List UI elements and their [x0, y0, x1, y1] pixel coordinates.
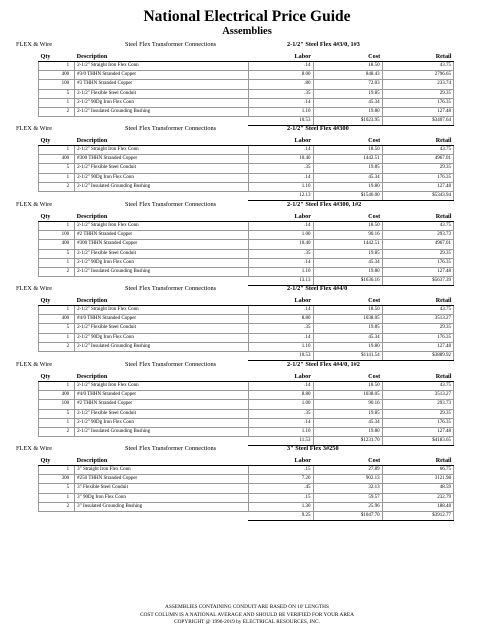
retail-cell: 4967.01 — [382, 240, 453, 249]
column-header-cost: Cost — [313, 371, 382, 382]
total-cost: $1141.54 — [313, 351, 382, 360]
table-row — [39, 409, 454, 418]
labor-cell: .35 — [248, 164, 313, 173]
table-header-row — [39, 135, 454, 146]
total-cost: $1023.95 — [313, 117, 382, 126]
qty-cell: 1 — [39, 146, 75, 155]
qty-cell: 2 — [39, 182, 75, 191]
column-header-retail: Retail — [382, 455, 453, 466]
retail-cell: 29.35 — [382, 164, 453, 173]
cost-cell: 19.85 — [313, 89, 382, 98]
table-row — [39, 249, 454, 258]
description-cell: #2 THHN Stranded Copper — [75, 400, 248, 409]
total-cost: $1231.70 — [313, 437, 382, 446]
cost-cell: 27.89 — [313, 466, 382, 475]
qty-cell: 5 — [39, 164, 75, 173]
description-cell: 2-1/2" 90Dg Iron Flex Conn — [75, 258, 248, 267]
retail-cell: 176.35 — [382, 258, 453, 267]
qty-cell: 5 — [39, 409, 75, 418]
labor-cell: .35 — [248, 89, 313, 98]
table-row — [39, 502, 454, 511]
assembly-table — [38, 211, 454, 286]
qty-cell: 5 — [39, 89, 75, 98]
column-header-labor: Labor — [248, 211, 313, 222]
description-cell: 2-1/2" Straight Iron Flex Conn — [75, 146, 248, 155]
retail-cell: 127.48 — [382, 182, 453, 191]
qty-cell: 2 — [39, 502, 75, 511]
labor-cell: 1.10 — [248, 267, 313, 276]
section-assembly-name: 2-1/2" Steel Flex 4#300 — [287, 125, 349, 132]
description-cell: 3" Insulated Grounding Bushing — [75, 502, 248, 511]
column-header-labor: Labor — [248, 455, 313, 466]
qty-cell: 400 — [39, 315, 75, 324]
description-cell: 2-1/2" Insulated Grounding Bushing — [75, 342, 248, 351]
description-cell: 2-1/2" Insulated Grounding Bushing — [75, 107, 248, 116]
retail-cell: 176.35 — [382, 173, 453, 182]
total-labor: 12.13 — [248, 191, 313, 200]
cost-cell: 18.50 — [313, 146, 382, 155]
section-subcategory: Steel Flex Transformer Connections — [125, 445, 217, 452]
retail-cell: 3121.98 — [382, 475, 453, 484]
column-header-retail: Retail — [382, 211, 453, 222]
labor-cell: .14 — [248, 418, 313, 427]
cost-cell: 72.03 — [313, 80, 382, 89]
table-row — [39, 240, 454, 249]
labor-cell: 10.40 — [248, 240, 313, 249]
qty-cell: 1 — [39, 98, 75, 107]
cost-cell: 19.80 — [313, 267, 382, 276]
column-header-qty: Qty — [39, 51, 75, 62]
retail-cell: 66.75 — [382, 466, 453, 475]
qty-cell: 1 — [39, 382, 75, 391]
table-row — [39, 427, 454, 436]
section-header — [16, 124, 478, 135]
assembly-table — [38, 51, 454, 126]
labor-cell: 1.00 — [248, 400, 313, 409]
section-category: FLEX & Wire — [16, 201, 53, 208]
total-retail: $3889.92 — [382, 351, 453, 360]
qty-cell: 5 — [39, 249, 75, 258]
column-header-labor: Labor — [248, 295, 313, 306]
qty-cell: 2 — [39, 107, 75, 116]
retail-cell: 127.48 — [382, 342, 453, 351]
cost-cell: 1038.05 — [313, 391, 382, 400]
table-row — [39, 98, 454, 107]
description-cell: #2 THHN Stranded Copper — [75, 231, 248, 240]
section-subcategory: Steel Flex Transformer Connections — [125, 41, 217, 48]
description-cell: 3" Straight Iron Flex Conn — [75, 466, 248, 475]
labor-cell: 8.80 — [248, 391, 313, 400]
table-row — [39, 155, 454, 164]
description-cell: 2-1/2" 90Dg Iron Flex Conn — [75, 173, 248, 182]
labor-cell: 7.20 — [248, 475, 313, 484]
column-header-cost: Cost — [313, 135, 382, 146]
qty-cell: 400 — [39, 240, 75, 249]
labor-cell: .14 — [248, 333, 313, 342]
cost-cell: 59.57 — [313, 493, 382, 502]
description-cell: 2-1/2" 90Dg Iron Flex Conn — [75, 98, 248, 107]
retail-cell: 29.35 — [382, 324, 453, 333]
table-row — [39, 333, 454, 342]
page-subtitle: Assemblies — [222, 26, 272, 37]
column-header-cost: Cost — [313, 455, 382, 466]
labor-cell: 1.30 — [248, 502, 313, 511]
cost-cell: 19.80 — [313, 107, 382, 116]
description-cell: 2-1/2" Flexible Steel Conduit — [75, 89, 248, 98]
total-cost: $1636.16 — [313, 277, 382, 286]
total-retail: $5343.94 — [382, 191, 453, 200]
table-header-row — [39, 455, 454, 466]
qty-cell: 1 — [39, 306, 75, 315]
assembly-table — [38, 371, 454, 446]
column-header-qty: Qty — [39, 455, 75, 466]
total-retail: $5637.39 — [382, 277, 453, 286]
description-cell: 2-1/2" Insulated Grounding Bushing — [75, 267, 248, 276]
description-cell: #4/0 THHN Stranded Copper — [75, 391, 248, 400]
retail-cell: 127.48 — [382, 427, 453, 436]
total-labor: 13.13 — [248, 277, 313, 286]
qty-cell: 1 — [39, 418, 75, 427]
column-header-cost: Cost — [313, 295, 382, 306]
section-assembly-name: 2-1/2" Steel Flex 4#3/0, 1#3 — [287, 41, 360, 48]
column-header-qty: Qty — [39, 295, 75, 306]
table-row — [39, 493, 454, 502]
column-header-description: Description — [75, 295, 248, 306]
assembly-section — [16, 200, 478, 286]
table-row — [39, 382, 454, 391]
qty-cell: 100 — [39, 400, 75, 409]
empty-cell — [75, 511, 248, 520]
column-header-retail: Retail — [382, 295, 453, 306]
cost-cell: 45.34 — [313, 333, 382, 342]
assembly-section — [16, 124, 478, 201]
labor-cell: 8.00 — [248, 71, 313, 80]
table-row — [39, 400, 454, 409]
retail-cell: 4967.01 — [382, 155, 453, 164]
cost-cell: 19.85 — [313, 324, 382, 333]
section-category: FLEX & Wire — [16, 445, 53, 452]
description-cell: 2-1/2" Insulated Grounding Bushing — [75, 427, 248, 436]
column-header-labor: Labor — [248, 371, 313, 382]
qty-cell: 2 — [39, 267, 75, 276]
section-assembly-name: 2-1/2" Steel Flex 4#4/0, 1#2 — [287, 361, 360, 368]
qty-cell: 400 — [39, 71, 75, 80]
description-cell: 2-1/2" Flexible Steel Conduit — [75, 409, 248, 418]
labor-cell: .35 — [248, 324, 313, 333]
retail-cell: 127.48 — [382, 267, 453, 276]
retail-cell: 29.35 — [382, 249, 453, 258]
qty-cell: 1 — [39, 258, 75, 267]
table-row — [39, 164, 454, 173]
cost-cell: 45.34 — [313, 98, 382, 107]
total-retail: $3407.64 — [382, 117, 453, 126]
cost-cell: 90.16 — [313, 231, 382, 240]
table-row — [39, 475, 454, 484]
retail-cell: 3513.27 — [382, 315, 453, 324]
total-cost: $1546.00 — [313, 191, 382, 200]
cost-cell: 19.80 — [313, 427, 382, 436]
section-subcategory: Steel Flex Transformer Connections — [125, 201, 217, 208]
column-header-description: Description — [75, 211, 248, 222]
labor-cell: .14 — [248, 98, 313, 107]
description-cell: #300 THHN Stranded Copper — [75, 240, 248, 249]
retail-cell: 2796.65 — [382, 71, 453, 80]
table-row — [39, 146, 454, 155]
section-header — [16, 284, 478, 295]
cost-cell: 25.96 — [313, 502, 382, 511]
retail-cell: 233.74 — [382, 80, 453, 89]
table-row — [39, 267, 454, 276]
assembly-section — [16, 40, 478, 126]
column-header-labor: Labor — [248, 51, 313, 62]
qty-cell: 1 — [39, 222, 75, 231]
column-header-retail: Retail — [382, 135, 453, 146]
section-assembly-name: 3" Steel Flex 3#250 — [287, 445, 339, 452]
section-subcategory: Steel Flex Transformer Connections — [125, 285, 217, 292]
total-retail: $3912.77 — [382, 511, 453, 520]
labor-cell: .14 — [248, 258, 313, 267]
labor-cell: .15 — [248, 493, 313, 502]
description-cell: #3/0 THHN Stranded Copper — [75, 71, 248, 80]
cost-cell: 19.85 — [313, 409, 382, 418]
retail-cell: 232.79 — [382, 493, 453, 502]
table-header-row — [39, 371, 454, 382]
labor-cell: .45 — [248, 484, 313, 493]
retail-cell: 3513.27 — [382, 391, 453, 400]
table-row — [39, 222, 454, 231]
section-assembly-name: 2-1/2" Steel Flex 4#4/0 — [287, 285, 348, 292]
retail-cell: 127.48 — [382, 107, 453, 116]
description-cell: 2-1/2" Straight Iron Flex Conn — [75, 222, 248, 231]
footer-line-1: ASSEMBLIES CONTAINING CONDUIT ARE BASED ON 10' LENGTHS — [165, 604, 329, 610]
retail-cell: 176.35 — [382, 98, 453, 107]
section-subcategory: Steel Flex Transformer Connections — [125, 125, 217, 132]
column-header-retail: Retail — [382, 51, 453, 62]
labor-cell: 10.40 — [248, 155, 313, 164]
cost-cell: 18.50 — [313, 306, 382, 315]
section-header — [16, 444, 478, 455]
table-header-row — [39, 295, 454, 306]
column-header-qty: Qty — [39, 211, 75, 222]
cost-cell: 18.50 — [313, 62, 382, 71]
assembly-section — [16, 444, 478, 521]
assembly-table — [38, 295, 454, 361]
description-cell: 2-1/2" Flexible Steel Conduit — [75, 324, 248, 333]
description-cell: 2-1/2" Flexible Steel Conduit — [75, 164, 248, 173]
qty-cell: 2 — [39, 427, 75, 436]
retail-cell: 176.35 — [382, 333, 453, 342]
assembly-section — [16, 284, 478, 361]
cost-cell: 848.43 — [313, 71, 382, 80]
cost-cell: 45.34 — [313, 173, 382, 182]
table-row — [39, 315, 454, 324]
description-cell: #4/0 THHN Stranded Copper — [75, 315, 248, 324]
table-row — [39, 466, 454, 475]
description-cell: #250 THHN Stranded Copper — [75, 475, 248, 484]
table-row — [39, 173, 454, 182]
footer — [0, 604, 494, 627]
section-assembly-name: 2-1/2" Steel Flex 4#300, 1#2 — [287, 201, 362, 208]
section-category: FLEX & Wire — [16, 125, 53, 132]
table-header-row — [39, 211, 454, 222]
retail-cell: 293.73 — [382, 231, 453, 240]
cost-cell: 1442.51 — [313, 155, 382, 164]
description-cell: 3" 90Dg Iron Flex Conn — [75, 493, 248, 502]
cost-cell: 32.13 — [313, 484, 382, 493]
qty-cell: 1 — [39, 173, 75, 182]
retail-cell: 48.59 — [382, 484, 453, 493]
qty-cell: 1 — [39, 62, 75, 71]
description-cell: #300 THHN Stranded Copper — [75, 155, 248, 164]
qty-cell: 300 — [39, 475, 75, 484]
retail-cell: 29.35 — [382, 89, 453, 98]
footer-line-3: COPYRIGHT @ 1996-2019 by ELECTRICAL RESOURCES, INC. — [174, 619, 320, 625]
cost-cell: 45.34 — [313, 258, 382, 267]
qty-cell: 5 — [39, 484, 75, 493]
labor-cell: .35 — [248, 409, 313, 418]
qty-cell: 100 — [39, 80, 75, 89]
description-cell: #3 THHN Stranded Copper — [75, 80, 248, 89]
total-labor: 11.53 — [248, 437, 313, 446]
table-row — [39, 391, 454, 400]
total-retail: $4183.65 — [382, 437, 453, 446]
qty-cell: 1 — [39, 333, 75, 342]
cost-cell: 18.50 — [313, 382, 382, 391]
cost-cell: 1442.51 — [313, 240, 382, 249]
column-header-retail: Retail — [382, 371, 453, 382]
labor-cell: .14 — [248, 382, 313, 391]
empty-cell — [39, 511, 75, 520]
labor-cell: 1.10 — [248, 107, 313, 116]
labor-cell: .15 — [248, 466, 313, 475]
retail-cell: 176.35 — [382, 418, 453, 427]
qty-cell: 1 — [39, 493, 75, 502]
column-header-description: Description — [75, 455, 248, 466]
retail-cell: 43.75 — [382, 306, 453, 315]
table-row — [39, 62, 454, 71]
cost-cell: 19.85 — [313, 164, 382, 173]
column-header-description: Description — [75, 51, 248, 62]
description-cell: 3" Flexible Steel Conduit — [75, 484, 248, 493]
column-header-labor: Labor — [248, 135, 313, 146]
cost-cell: 1038.05 — [313, 315, 382, 324]
page-title: National Electrical Price Guide — [143, 8, 351, 25]
cost-cell: 19.85 — [313, 249, 382, 258]
total-labor: 10.53 — [248, 117, 313, 126]
labor-cell: .14 — [248, 146, 313, 155]
column-header-description: Description — [75, 135, 248, 146]
table-header-row — [39, 51, 454, 62]
assembly-table — [38, 455, 454, 521]
retail-cell: 29.35 — [382, 409, 453, 418]
column-header-qty: Qty — [39, 371, 75, 382]
qty-cell: 400 — [39, 391, 75, 400]
retail-cell: 43.75 — [382, 62, 453, 71]
qty-cell: 1 — [39, 466, 75, 475]
retail-cell: 188.48 — [382, 502, 453, 511]
description-cell: 2-1/2" 90Dg Iron Flex Conn — [75, 418, 248, 427]
cost-cell: 902.13 — [313, 475, 382, 484]
qty-cell: 400 — [39, 155, 75, 164]
labor-cell: 1.10 — [248, 342, 313, 351]
retail-cell: 43.75 — [382, 222, 453, 231]
labor-cell: 8.80 — [248, 315, 313, 324]
table-row — [39, 182, 454, 191]
cost-cell: 45.34 — [313, 418, 382, 427]
qty-cell: 100 — [39, 231, 75, 240]
table-row — [39, 89, 454, 98]
cost-cell: 90.16 — [313, 400, 382, 409]
table-row — [39, 71, 454, 80]
labor-cell: .14 — [248, 173, 313, 182]
description-cell: 2-1/2" Straight Iron Flex Conn — [75, 382, 248, 391]
table-row — [39, 107, 454, 116]
labor-cell: .14 — [248, 306, 313, 315]
description-cell: 2-1/2" Insulated Grounding Bushing — [75, 182, 248, 191]
labor-cell: .14 — [248, 222, 313, 231]
retail-cell: 43.75 — [382, 146, 453, 155]
total-labor: 10.53 — [248, 351, 313, 360]
totals-row — [39, 511, 454, 520]
qty-cell: 2 — [39, 342, 75, 351]
column-header-cost: Cost — [313, 211, 382, 222]
section-header — [16, 360, 478, 371]
labor-cell: .35 — [248, 249, 313, 258]
retail-cell: 293.73 — [382, 400, 453, 409]
cost-cell: 19.80 — [313, 182, 382, 191]
section-category: FLEX & Wire — [16, 361, 53, 368]
labor-cell: .14 — [248, 62, 313, 71]
section-header — [16, 40, 478, 51]
section-header — [16, 200, 478, 211]
retail-cell: 43.75 — [382, 382, 453, 391]
table-row — [39, 418, 454, 427]
table-row — [39, 324, 454, 333]
description-cell: 2-1/2" Straight Iron Flex Conn — [75, 62, 248, 71]
labor-cell: 1.10 — [248, 427, 313, 436]
footer-line-2: COST COLUMN IS A NATIONAL AVERAGE AND SHOULD BE VERIFIED FOR YOUR AREA — [140, 611, 354, 618]
section-category: FLEX & Wire — [16, 41, 53, 48]
table-row — [39, 306, 454, 315]
labor-cell: 1.10 — [248, 182, 313, 191]
column-header-qty: Qty — [39, 135, 75, 146]
labor-cell: 1.00 — [248, 231, 313, 240]
column-header-description: Description — [75, 371, 248, 382]
total-cost: $1047.70 — [313, 511, 382, 520]
assembly-table — [38, 135, 454, 201]
qty-cell: 5 — [39, 324, 75, 333]
total-labor: 9.25 — [248, 511, 313, 520]
table-row — [39, 80, 454, 89]
section-category: FLEX & Wire — [16, 285, 53, 292]
description-cell: 2-1/2" Straight Iron Flex Conn — [75, 306, 248, 315]
description-cell: 2-1/2" Flexible Steel Conduit — [75, 249, 248, 258]
table-row — [39, 484, 454, 493]
section-subcategory: Steel Flex Transformer Connections — [125, 361, 217, 368]
table-row — [39, 342, 454, 351]
assembly-section — [16, 360, 478, 446]
table-row — [39, 258, 454, 267]
table-row — [39, 231, 454, 240]
column-header-cost: Cost — [313, 51, 382, 62]
cost-cell: 19.80 — [313, 342, 382, 351]
labor-cell: .80 — [248, 80, 313, 89]
cost-cell: 18.50 — [313, 222, 382, 231]
description-cell: 2-1/2" 90Dg Iron Flex Conn — [75, 333, 248, 342]
